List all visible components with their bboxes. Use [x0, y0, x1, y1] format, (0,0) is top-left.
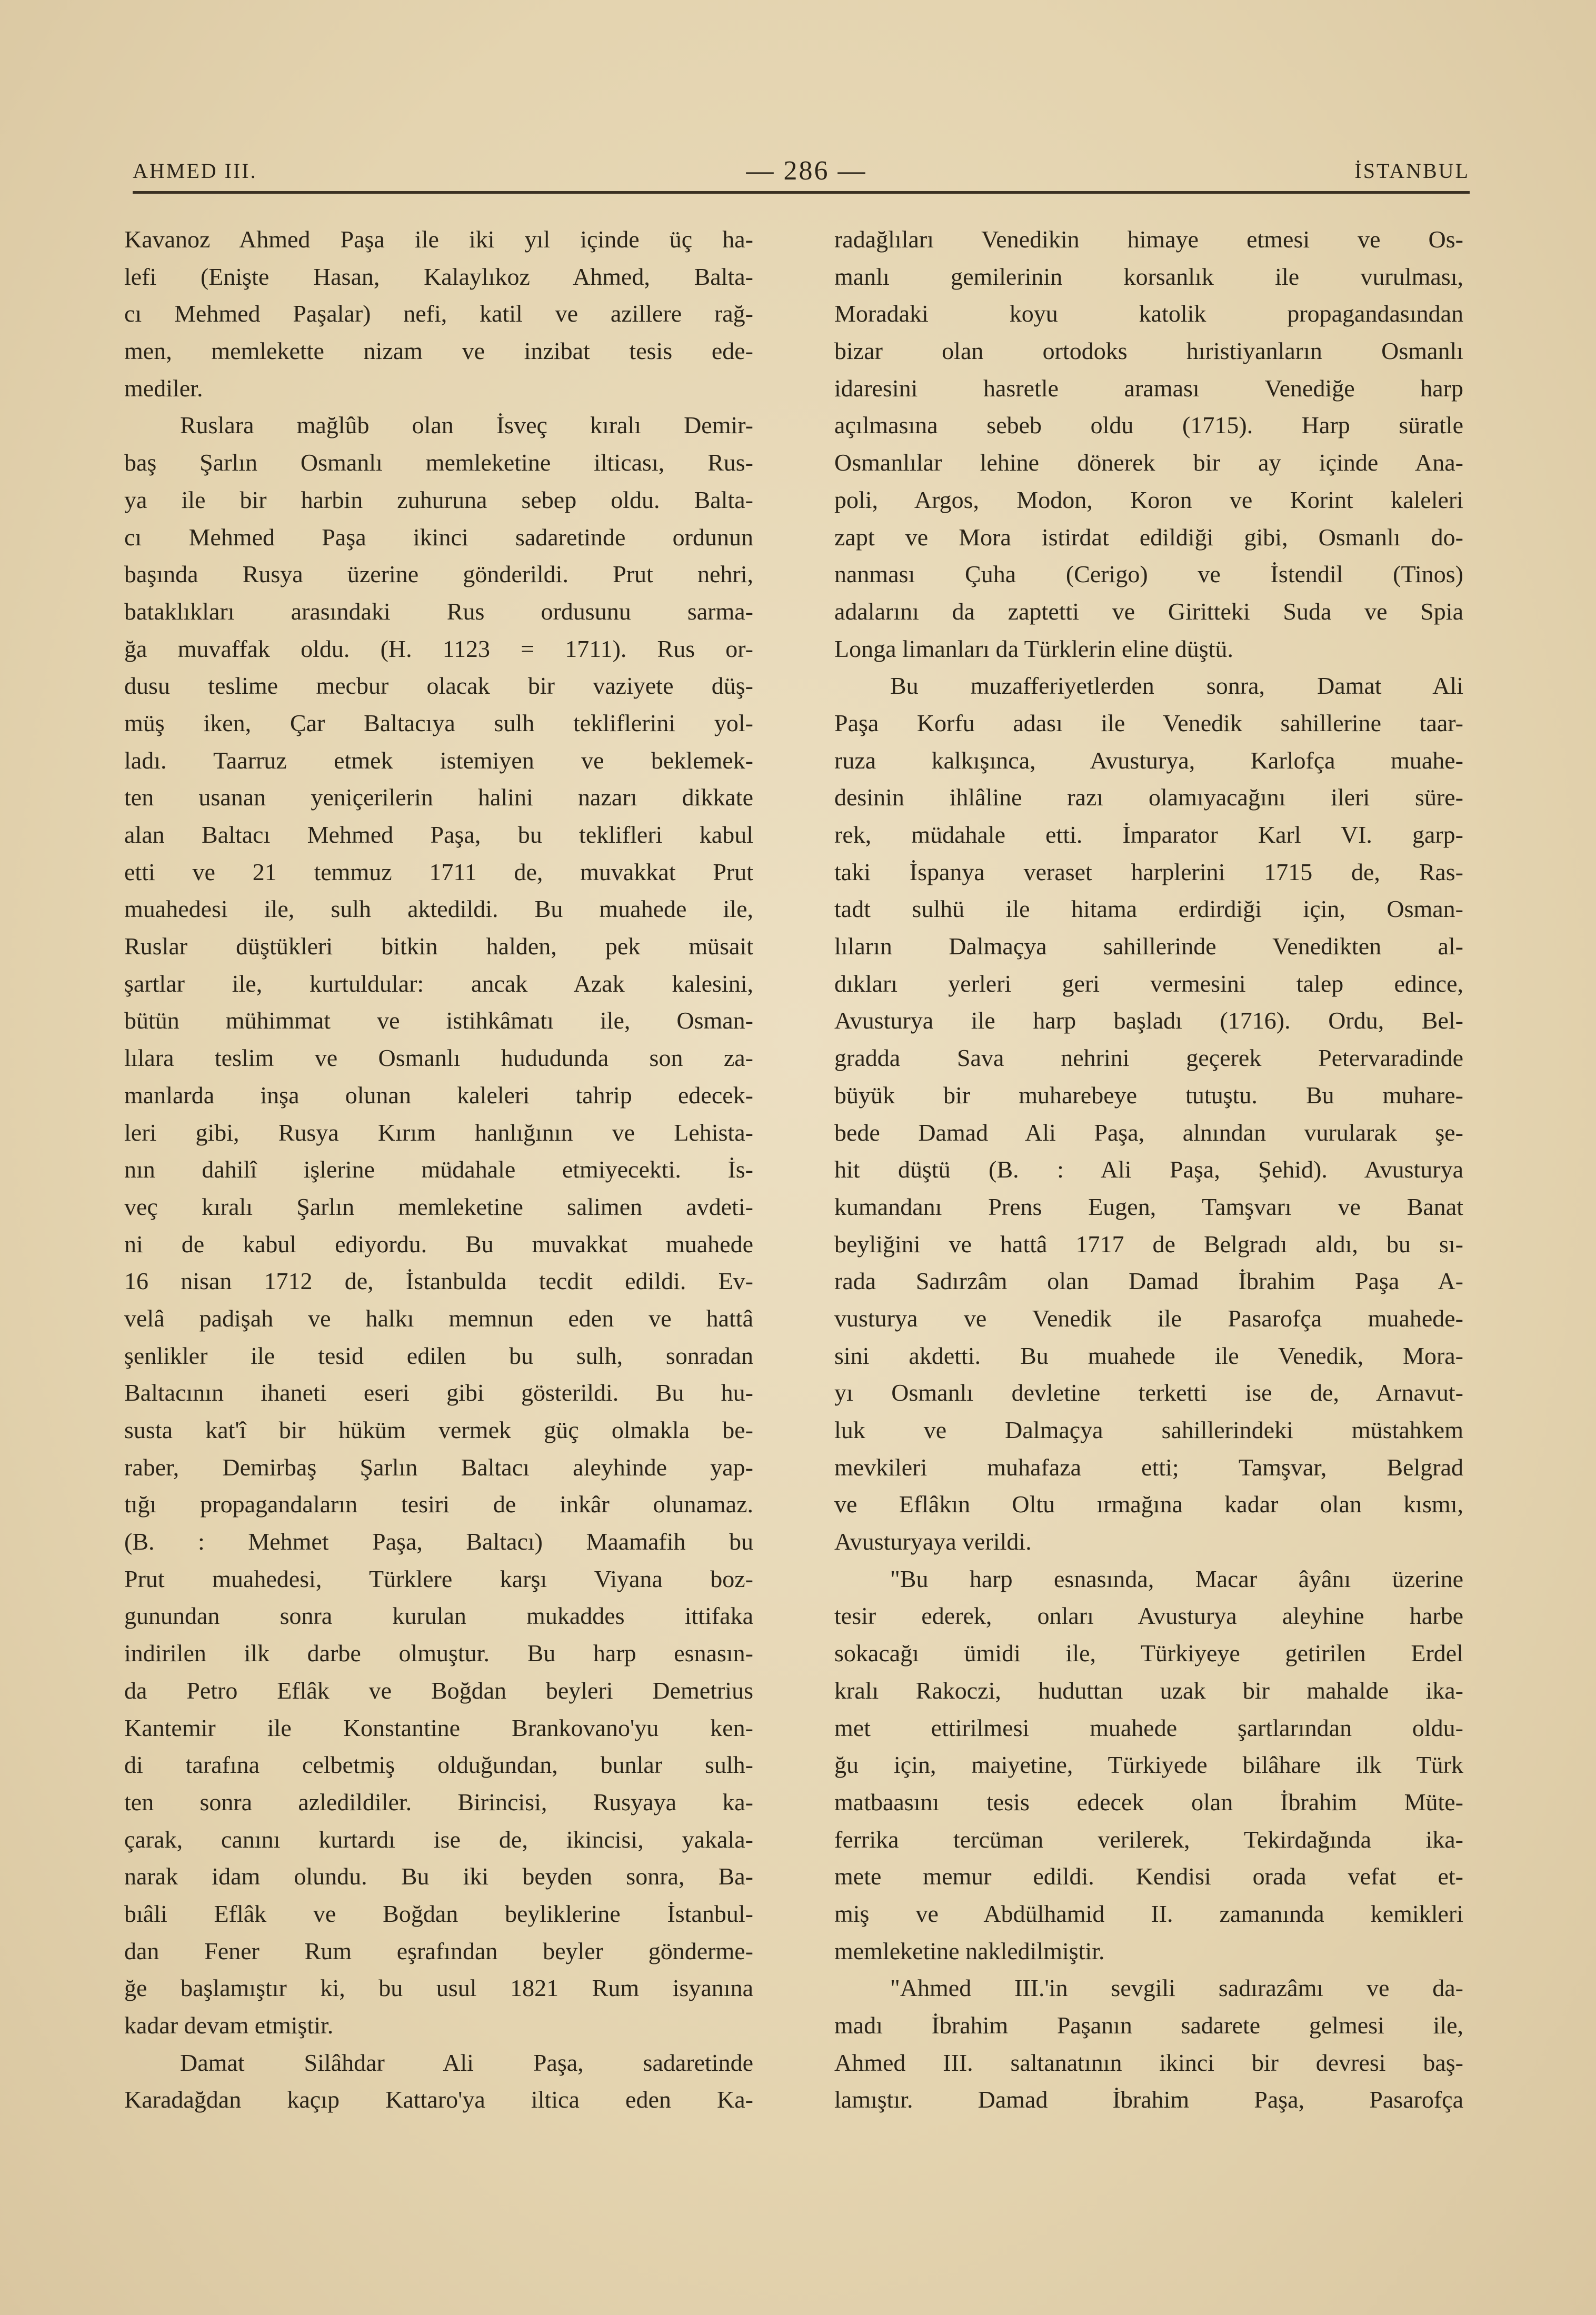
text-line: tığı propagandaların tesiri de inkâr olunamaz. [124, 1491, 753, 1518]
running-header [133, 150, 1470, 192]
text-line: lamıştır. Damad İbrahim Paşa, Pasarofça [834, 2086, 1463, 2113]
text-line: "Ahmed III.'in sevgili sadırazâmı ve da- [890, 1974, 1463, 2002]
text-line: "Bu harp esnasında, Macar âyânı üzerine [890, 1565, 1463, 1592]
header-city-title: İSTANBUL [1354, 159, 1470, 183]
text-line: mediler. [124, 374, 203, 402]
text-line: kadar devam etmiştir. [124, 2012, 334, 2039]
text-line: ve Eflâkın Oltu ırmağına kadar olan kısmı, [834, 1491, 1463, 1518]
text-line: leri gibi, Rusya Kırım hanlığının ve Lehista- [124, 1119, 753, 1146]
text-line: yı Osmanlı devletine terketti ise de, Arnavut- [834, 1379, 1463, 1406]
text-line: veç kıralı Şarlın memleketine salimen avdeti- [124, 1193, 753, 1220]
text-line: beyliğini ve hattâ 1717 de Belgradı aldı, bu sı- [834, 1230, 1463, 1258]
text-line: Ruslara mağlûb olan İsveç kıralı Demir- [180, 412, 753, 439]
text-line: zapt ve Mora istirdat edildiği gibi, Osmanlı do- [834, 523, 1463, 551]
text-line: cı Mehmed Paşalar) nefi, katil ve azillere rağ- [124, 300, 753, 327]
text-line: Ruslar düştükleri bitkin halden, pek müsait [124, 933, 753, 960]
text-line: ruza kalkışınca, Avusturya, Karlofça muahe- [834, 746, 1463, 774]
text-line: miş ve Abdülhamid II. zamanında kemikleri [834, 1900, 1463, 1927]
text-line: da Petro Eflâk ve Boğdan beyleri Demetrius [124, 1677, 753, 1704]
text-line: dusu teslime mecbur olacak bir vaziyete düş- [124, 672, 753, 700]
text-line: ğu için, maiyetine, Türkiyede bilâhare ilk Türk [834, 1751, 1463, 1779]
text-line: Damat Silâhdar Ali Paşa, sadaretinde [180, 2049, 753, 2076]
text-line: radağlıları Venedikin himaye etmesi ve Os- [834, 226, 1463, 253]
left-column [124, 221, 753, 2119]
text-line: alan Baltacı Mehmed Paşa, bu teklifleri kabul [124, 821, 753, 848]
text-line: lıların Dalmaçya sahillerinde Venedikten al- [834, 933, 1463, 960]
text-line: etti ve 21 temmuz 1711 de, muvakkat Prut [124, 858, 753, 885]
text-line: Baltacının ihaneti eseri gibi gösterildi. Bu hu- [124, 1379, 753, 1406]
text-line: nanması Çuha (Cerigo) ve İstendil (Tinos) [834, 561, 1463, 588]
text-line: men, memlekette nizam ve inzibat tesis ede- [124, 337, 753, 365]
text-line: (B. : Mehmet Paşa, Baltacı) Maamafih bu [124, 1528, 753, 1555]
text-line: cı Mehmed Paşa ikinci sadaretinde ordunun [124, 523, 753, 551]
text-line: matbaasını tesis edecek olan İbrahim Müte- [834, 1788, 1463, 1815]
text-line: ya ile bir harbin zuhuruna sebep oldu. Balta- [124, 486, 753, 513]
text-line: susta kat'î bir hüküm vermek güç olmakla be- [124, 1416, 753, 1443]
text-line: müş iken, Çar Baltacıya sulh tekliflerini yol- [124, 709, 753, 736]
text-line: gunundan sonra kurulan mukaddes ittifaka [124, 1602, 753, 1630]
text-line: çarak, canını kurtardı ise de, ikincisi, yakala- [124, 1825, 753, 1853]
text-line: rek, müdahale etti. İmparator Karl VI. garp- [834, 821, 1463, 848]
text-line: bede Damad Ali Paşa, alnından vurularak şe- [834, 1119, 1463, 1146]
text-line: taki İspanya veraset harplerini 1715 de, Ras- [834, 858, 1463, 885]
text-line: 16 nisan 1712 de, İstanbulda tecdit edildi. Ev- [124, 1268, 753, 1295]
text-line: gradda Sava nehrini geçerek Petervaradinde [834, 1044, 1463, 1072]
text-line: Paşa Korfu adası ile Venedik sahillerine taar- [834, 709, 1463, 736]
text-line: Longa limanları da Türklerin eline düştü. [834, 635, 1233, 662]
text-line: Karadağdan kaçıp Kattaro'ya iltica eden Ka- [124, 2086, 753, 2113]
text-line: bıâli Eflâk ve Boğdan beyliklerine İstanbul- [124, 1900, 753, 1927]
text-line: Kantemir ile Konstantine Brankovano'yu ken- [124, 1714, 753, 1741]
text-line: dıkları yerleri geri vermesini talep edince, [834, 970, 1463, 997]
text-line: memleketine nakledilmiştir. [834, 1937, 1105, 1964]
text-line: luk ve Dalmaçya sahillerindeki müstahkem [834, 1416, 1463, 1443]
text-line: Kavanoz Ahmed Paşa ile iki yıl içinde üç ha- [124, 226, 753, 253]
text-line: muahedesi ile, sulh aktedildi. Bu muahede ile, [124, 895, 753, 923]
text-line: Avusturya ile harp başladı (1716). Ordu, Bel- [834, 1007, 1463, 1034]
text-line: ni de kabul ediyordu. Bu muvakkat muahede [124, 1230, 753, 1258]
text-line: madı İbrahim Paşanın sadarete gelmesi ile, [834, 2012, 1463, 2039]
text-line: rada Sadırzâm olan Damad İbrahim Paşa A- [834, 1268, 1463, 1295]
text-line: dan Fener Rum eşrafından beyler gönderme- [124, 1937, 753, 1964]
text-line: lefi (Enişte Hasan, Kalaylıkoz Ahmed, Balta- [124, 263, 753, 290]
text-line: şenlikler ile tesid edilen bu sulh, sonradan [124, 1342, 753, 1369]
text-line: Ahmed III. saltanatının ikinci bir devresi baş- [834, 2049, 1463, 2076]
text-line: adalarını da zaptetti ve Giritteki Suda ve Spia [834, 597, 1463, 625]
text-line: sini akdetti. Bu muahede ile Venedik, Mora- [834, 1342, 1463, 1369]
text-line: indirilen ilk darbe olmuştur. Bu harp esnasın- [124, 1640, 753, 1667]
text-line: şartlar ile, kurtuldular: ancak Azak kalesini, [124, 970, 753, 997]
text-line: bütün mühimmat ve istihkâmatı ile, Osman- [124, 1007, 753, 1034]
text-line: Osmanlılar lehine dönerek bir ay içinde Ana- [834, 449, 1463, 476]
text-line: kralı Rakoczi, huduttan uzak bir mahalde ika- [834, 1677, 1463, 1704]
text-line: manlarda inşa olunan kaleleri tahrip edecek- [124, 1081, 753, 1109]
text-line: desinin ihlâline razı olamıyacağını ileri süre- [834, 784, 1463, 811]
text-line: velâ padişah ve halkı memnun eden ve hattâ [124, 1304, 753, 1332]
text-line: ğe başlamıştır ki, bu usul 1821 Rum isyanına [124, 1974, 753, 2002]
text-line: ğa muvaffak oldu. (H. 1123 = 1711). Rus or- [124, 635, 753, 662]
text-line: kumandanı Prens Eugen, Tamşvarı ve Banat [834, 1193, 1463, 1220]
text-line: ten usanan yeniçerilerin halini nazarı dikkate [124, 784, 753, 811]
text-line: vusturya ve Venedik ile Pasarofça muahede- [834, 1304, 1463, 1332]
header-rule [133, 191, 1470, 194]
text-line: nın dahilî işlerine müdahale etmiyecekti. İs- [124, 1156, 753, 1183]
text-line: bataklıkları arasındaki Rus ordusunu sarma- [124, 597, 753, 625]
text-line: ladı. Taarruz etmek istemiyen ve beklemek- [124, 746, 753, 774]
text-line: met ettirilmesi muahede şartlarından oldu- [834, 1714, 1463, 1741]
text-line: mevkileri muhafaza etti; Tamşvar, Belgrad [834, 1453, 1463, 1481]
text-line: sokacağı ümidi ile, Türkiyeye getirilen Erdel [834, 1640, 1463, 1667]
text-line: tesir ederek, onları Avusturya aleyhine harbe [834, 1602, 1463, 1630]
text-line: Moradaki koyu katolik propagandasından [834, 300, 1463, 327]
text-line: lılara teslim ve Osmanlı hududunda son za- [124, 1044, 753, 1072]
text-line: narak idam olundu. Bu iki beyden sonra, Ba- [124, 1863, 753, 1890]
text-line: bizar olan ortodoks hıristiyanların Osmanlı [834, 337, 1463, 365]
text-line: hit düştü (B. : Ali Paşa, Şehid). Avusturya [834, 1156, 1463, 1183]
text-line: Avusturyaya verildi. [834, 1528, 1032, 1555]
page-number: — 286 — [746, 156, 867, 186]
right-column [834, 221, 1463, 2119]
text-line: ten sonra azledildiler. Birincisi, Rusyaya ka- [124, 1788, 753, 1815]
text-line: mete memur edildi. Kendisi orada vefat et- [834, 1863, 1463, 1890]
text-line: di tarafına celbetmiş olduğundan, bunlar sulh- [124, 1751, 753, 1779]
text-line: idaresini hasretle araması Venediğe harp [834, 374, 1463, 402]
text-line: Bu muzafferiyetlerden sonra, Damat Ali [890, 672, 1463, 700]
text-line: raber, Demirbaş Şarlın Baltacı aleyhinde yap- [124, 1453, 753, 1481]
text-line: büyük bir muharebeye tutuştu. Bu muhare- [834, 1081, 1463, 1109]
text-line: Prut muahedesi, Türklere karşı Viyana boz- [124, 1565, 753, 1592]
text-line: ferrika tercüman verilerek, Tekirdağında ika- [834, 1825, 1463, 1853]
text-line: poli, Argos, Modon, Koron ve Korint kaleleri [834, 486, 1463, 513]
text-line: manlı gemilerinin korsanlık ile vurulması, [834, 263, 1463, 290]
text-line: açılmasına sebeb oldu (1715). Harp süratle [834, 412, 1463, 439]
text-line: baş Şarlın Osmanlı memleketine ilticası, Rus- [124, 449, 753, 476]
text-line: tadt sulhü ile hitama erdirdiği için, Osman- [834, 895, 1463, 923]
text-line: başında Rusya üzerine gönderildi. Prut nehri, [124, 561, 753, 588]
header-section-title: AHMED III. [133, 159, 257, 183]
